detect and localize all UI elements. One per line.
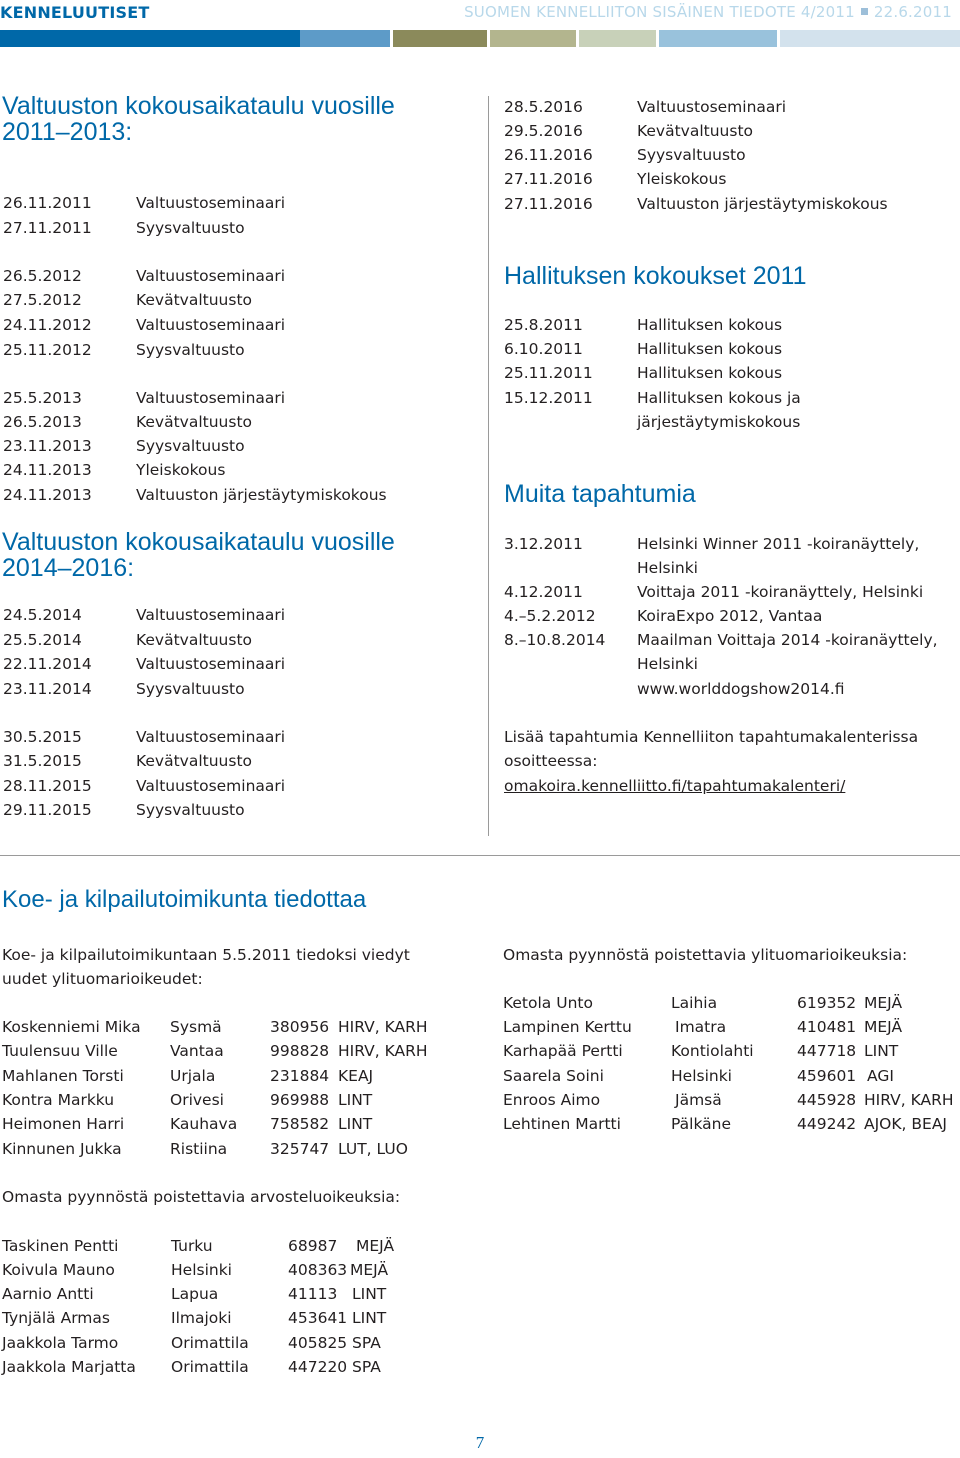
date: 28.5.2016: [504, 98, 583, 116]
section-divider: [0, 855, 960, 856]
city: Turku: [171, 1237, 213, 1255]
date: 24.11.2012: [3, 316, 92, 334]
rights: SPA: [352, 1334, 381, 1352]
date: 24.11.2013: [3, 461, 92, 479]
city: Ilmajoki: [171, 1309, 232, 1327]
date: 26.11.2016: [504, 146, 593, 164]
city: Kauhava: [170, 1115, 238, 1133]
board-heading: Hallituksen kokoukset 2011: [504, 262, 807, 290]
judge-id: 998828: [270, 1042, 330, 1060]
date: 26.5.2012: [3, 267, 82, 285]
judge-name: Kinnunen Jukka: [2, 1140, 122, 1158]
event: Yleiskokous: [136, 461, 226, 479]
date: 27.11.2011: [3, 219, 92, 237]
event: Voittaja 2011 -koiranäyttely, Helsinki: [637, 583, 924, 601]
council-heading-2011: Valtuuston kokousaikataulu vuosille 2011–2013:: [2, 92, 395, 146]
date: 24.5.2014: [3, 606, 82, 624]
event: Syysvaltuusto: [136, 341, 245, 359]
rights: MEJÄ: [864, 1018, 903, 1036]
judge-name: Heimonen Harri: [2, 1115, 125, 1133]
judge-id: 453641: [288, 1309, 348, 1327]
judge-name: Jaakkola Tarmo: [2, 1334, 119, 1352]
city: Pälkäne: [671, 1115, 732, 1133]
color-bar: [300, 30, 390, 47]
event: Syysvaltuusto: [136, 680, 245, 698]
issue-date: 22.6.2011: [873, 3, 952, 21]
worlddogshow-link[interactable]: www.worlddogshow2014.fi: [637, 680, 845, 698]
event: Hallituksen kokous: [637, 364, 783, 382]
event: Valtuuston järjestäytymiskokous: [136, 486, 387, 504]
judge-id: 380956: [270, 1018, 330, 1036]
color-bar: [579, 30, 656, 47]
city: Orivesi: [170, 1091, 224, 1109]
event: KoiraExpo 2012, Vantaa: [637, 607, 823, 625]
date: 22.11.2014: [3, 655, 92, 673]
date: 6.10.2011: [504, 340, 583, 358]
judge-name: Mahlanen Torsti: [2, 1067, 124, 1085]
council-heading-2014: Valtuuston kokousaikataulu vuosille 2014–2016:: [2, 528, 395, 582]
judge-id: 405825: [288, 1334, 348, 1352]
rights: MEJÄ: [350, 1261, 389, 1279]
events-heading: Muita tapahtumia: [504, 480, 696, 508]
publication-subtitle: [464, 3, 952, 21]
rights: LINT: [338, 1115, 373, 1133]
city: Urjala: [170, 1067, 216, 1085]
event: Valtuustoseminaari: [136, 316, 286, 334]
judge-id: 410481: [797, 1018, 857, 1036]
rights: AJOK, BEAJ: [864, 1115, 947, 1133]
city: Jämsä: [675, 1091, 722, 1109]
judge-id: 68987: [288, 1237, 338, 1255]
event: Yleiskokous: [637, 170, 727, 188]
rights: LUT, LUO: [338, 1140, 408, 1158]
judge-id: 619352: [797, 994, 857, 1012]
rights: LINT: [352, 1285, 387, 1303]
date: 25.11.2011: [504, 364, 593, 382]
event: Syysvaltuusto: [136, 437, 245, 455]
date: 3.12.2011: [504, 535, 583, 553]
color-bar: [490, 30, 576, 47]
date: 25.8.2011: [504, 316, 583, 334]
judge-name: Aarnio Antti: [2, 1285, 94, 1303]
page-number: 7: [475, 1433, 485, 1452]
date: 28.11.2015: [3, 777, 92, 795]
date: 29.5.2016: [504, 122, 583, 140]
judge-name: Lehtinen Martti: [503, 1115, 621, 1133]
date: 23.11.2014: [3, 680, 92, 698]
color-bar-strip: [0, 30, 960, 47]
judge-id: 445928: [797, 1091, 857, 1109]
event: Syysvaltuusto: [637, 146, 746, 164]
judge-name: Koskenniemi Mika: [2, 1018, 141, 1036]
granted-heading-2: uudet ylituomarioikeudet:: [2, 970, 203, 988]
city: Vantaa: [170, 1042, 224, 1060]
city: Orimattila: [171, 1358, 249, 1376]
date: 27.5.2012: [3, 291, 82, 309]
judge-id: 447220: [288, 1358, 348, 1376]
rights: HIRV, KARH: [338, 1042, 428, 1060]
rights: LINT: [864, 1042, 899, 1060]
more-events-text: Lisää tapahtumia Kennelliiton tapahtumakalenterissa: [504, 728, 919, 746]
subtitle-text: SUOMEN KENNELLIITON SISÄINEN TIEDOTE 4/2011: [464, 3, 855, 21]
rights: MEJÄ: [864, 994, 903, 1012]
committee-heading: Koe- ja kilpailutoimikunta tiedottaa: [2, 886, 367, 913]
event: Valtuustoseminaari: [136, 777, 286, 795]
judge-name: Lampinen Kerttu: [503, 1018, 632, 1036]
event: Helsinki Winner 2011 -koiranäyttely,: [637, 535, 920, 553]
date: 8.–10.8.2014: [504, 631, 606, 649]
judge-name: Jaakkola Marjatta: [2, 1358, 136, 1376]
date: 30.5.2015: [3, 728, 82, 746]
event-continued: Helsinki: [637, 655, 698, 673]
color-bar: [780, 30, 960, 47]
date: 26.11.2011: [3, 194, 92, 212]
event: Hallituksen kokous: [637, 316, 783, 334]
judge-name: Taskinen Pentti: [2, 1237, 119, 1255]
date: 26.5.2013: [3, 413, 82, 431]
judge-id: 408363: [288, 1261, 348, 1279]
judge-name: Kontra Markku: [2, 1091, 115, 1109]
date: 4.–5.2.2012: [504, 607, 596, 625]
removed-judge-heading: Omasta pyynnöstä poistettavia ylituomarioikeuksia:: [503, 946, 908, 964]
event: Valtuustoseminaari: [136, 267, 286, 285]
event: Kevätvaltuusto: [136, 752, 253, 770]
event: Syysvaltuusto: [136, 801, 245, 819]
city: Laihia: [671, 994, 718, 1012]
city: Helsinki: [671, 1067, 732, 1085]
city: Ristiina: [170, 1140, 228, 1158]
event: Valtuustoseminaari: [136, 655, 286, 673]
judge-id: 325747: [270, 1140, 330, 1158]
judge-id: 449242: [797, 1115, 857, 1133]
judge-name: Koivula Mauno: [2, 1261, 115, 1279]
judge-id: 231884: [270, 1067, 330, 1085]
event-continued: Helsinki: [637, 559, 698, 577]
event: Kevätvaltuusto: [136, 631, 253, 649]
city: Lapua: [171, 1285, 219, 1303]
judge-id: 969988: [270, 1091, 330, 1109]
date: 25.5.2014: [3, 631, 82, 649]
event: Hallituksen kokous ja: [637, 389, 801, 407]
date: 23.11.2013: [3, 437, 92, 455]
more-events-text-2: osoitteessa:: [504, 752, 598, 770]
event: Valtuuston järjestäytymiskokous: [637, 195, 888, 213]
event-calendar-link[interactable]: omakoira.kennelliitto.fi/tapahtumakalenteri/: [504, 777, 846, 795]
date: 27.11.2016: [504, 195, 593, 213]
event: Kevätvaltuusto: [637, 122, 754, 140]
event: Valtuustoseminaari: [136, 728, 286, 746]
date: 27.11.2016: [504, 170, 593, 188]
event: Valtuustoseminaari: [637, 98, 787, 116]
event: Syysvaltuusto: [136, 219, 245, 237]
removed-eval-heading: Omasta pyynnöstä poistettavia arvosteluoikeuksia:: [2, 1188, 401, 1206]
city: Helsinki: [171, 1261, 232, 1279]
judge-id: 758582: [270, 1115, 330, 1133]
date: 4.12.2011: [504, 583, 583, 601]
rights: HIRV, KARH: [864, 1091, 954, 1109]
date: 29.11.2015: [3, 801, 92, 819]
date: 25.5.2013: [3, 389, 82, 407]
event: Valtuustoseminaari: [136, 194, 286, 212]
judge-id: 459601: [797, 1067, 857, 1085]
judge-id: 41113: [288, 1285, 338, 1303]
granted-heading: Koe- ja kilpailutoimikuntaan 5.5.2011 tiedoksi viedyt: [2, 946, 410, 964]
date: 25.11.2012: [3, 341, 92, 359]
rights: MEJÄ: [356, 1237, 395, 1255]
publication-title: KENNELUUTISET: [0, 3, 150, 22]
judge-name: Karhapää Pertti: [503, 1042, 623, 1060]
square-bullet-icon: [861, 8, 868, 15]
event: Kevätvaltuusto: [136, 291, 253, 309]
event: Valtuustoseminaari: [136, 389, 286, 407]
date: 24.11.2013: [3, 486, 92, 504]
rights: SPA: [352, 1358, 381, 1376]
city: Orimattila: [171, 1334, 249, 1352]
judge-name: Enroos Aimo: [503, 1091, 601, 1109]
color-bar: [393, 30, 487, 47]
rights: LINT: [352, 1309, 387, 1327]
event: Valtuustoseminaari: [136, 606, 286, 624]
rights: LINT: [338, 1091, 373, 1109]
rights: HIRV, KARH: [338, 1018, 428, 1036]
judge-name: Tynjälä Armas: [2, 1309, 110, 1327]
judge-name: Saarela Soini: [503, 1067, 604, 1085]
event-continued: järjestäytymiskokous: [637, 413, 801, 431]
color-bar: [0, 30, 300, 47]
rights: KEAJ: [338, 1067, 374, 1085]
city: Sysmä: [170, 1018, 222, 1036]
judge-name: Ketola Unto: [503, 994, 593, 1012]
rights: AGI: [867, 1067, 894, 1085]
city: Kontiolahti: [671, 1042, 754, 1060]
event: Kevätvaltuusto: [136, 413, 253, 431]
event: Maailman Voittaja 2014 -koiranäyttely,: [637, 631, 938, 649]
color-bar: [659, 30, 777, 47]
date: 31.5.2015: [3, 752, 82, 770]
date: 15.12.2011: [504, 389, 593, 407]
column-divider: [488, 96, 489, 836]
judge-id: 447718: [797, 1042, 857, 1060]
city: Imatra: [675, 1018, 727, 1036]
event: Hallituksen kokous: [637, 340, 783, 358]
judge-name: Tuulensuu Ville: [2, 1042, 118, 1060]
